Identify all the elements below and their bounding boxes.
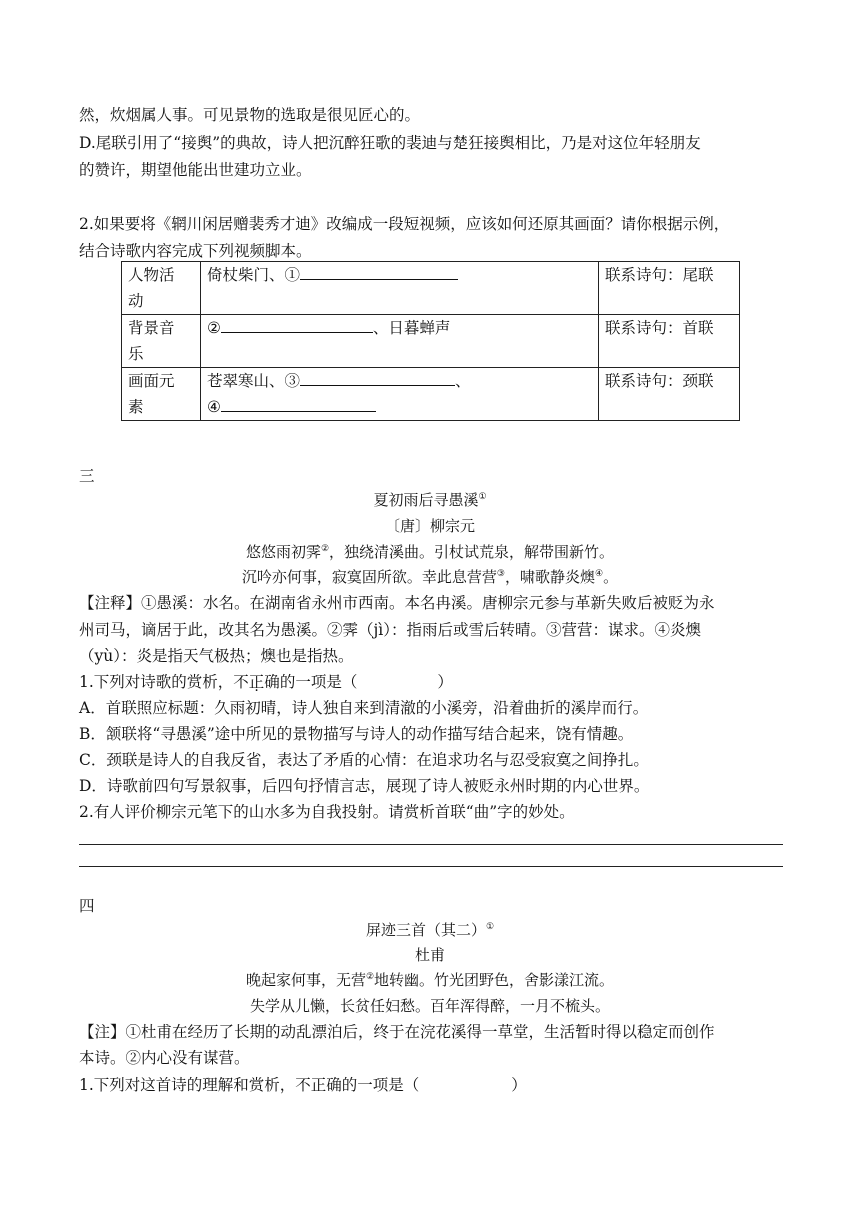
answer-line[interactable] bbox=[79, 866, 783, 867]
footnote-mark: ④ bbox=[595, 569, 604, 579]
annotation: 【注】①杜甫在经历了长期的动乱漂泊后，终于在浣花溪得一草堂，生活暂时得以稳定而创作 bbox=[79, 1023, 715, 1041]
annotation: 本诗。②内心没有谋营。 bbox=[79, 1049, 250, 1067]
poem-text: ，独绕清溪曲。引杖试荒泉，解带围新竹。 bbox=[329, 543, 615, 561]
question-2: 2.有人评价柳宗元笔下的山水多为自我投射。请赏析首联“曲”字的妙处。 bbox=[79, 803, 575, 821]
emphasis-text: 不正确 bbox=[233, 673, 280, 691]
poem-text: 。 bbox=[603, 568, 619, 586]
question-2-cont: 结合诗歌内容完成下列视频脚本。 bbox=[79, 242, 312, 260]
option-a: A．首联照应标题：久雨初晴，诗人独自来到清澈的小溪旁，沿着曲折的溪岸而行。 bbox=[79, 699, 649, 717]
question-text: ） bbox=[437, 673, 453, 691]
row-content bbox=[201, 262, 599, 315]
table-row bbox=[122, 315, 740, 368]
answer-line[interactable] bbox=[79, 844, 783, 845]
table-row bbox=[122, 368, 740, 421]
cell-text: ② bbox=[207, 319, 221, 337]
question-text: 1.下列对诗歌的赏析， bbox=[79, 673, 234, 691]
answer-blank-4[interactable] bbox=[221, 396, 376, 412]
option-c: C．颈联是诗人的自我反省，表达了矛盾的心情：在追求功名与忍受寂寞之间挣扎。 bbox=[79, 751, 649, 769]
poem-text: ，啸歌静炎燠 bbox=[504, 568, 595, 586]
row-label bbox=[122, 315, 201, 368]
row-label-line: 动 bbox=[128, 292, 144, 310]
question-text: ） bbox=[511, 1076, 527, 1094]
poem-title bbox=[0, 920, 860, 940]
option-d: D.尾联引用了“接舆”的典故，诗人把沉醉狂歌的裴迪与楚狂接舆相比，乃是对这位年轻朋友 bbox=[79, 134, 701, 152]
question-text: 1.下列对这首诗的理解和赏析，不正确的一项是（ bbox=[79, 1076, 420, 1094]
row-link: 联系诗句：首联 bbox=[599, 315, 740, 368]
footnote-mark: ① bbox=[478, 492, 487, 502]
video-script-table bbox=[121, 261, 740, 421]
poem-title-text: 夏初雨后寻愚溪 bbox=[373, 491, 479, 509]
cell-text: ④ bbox=[207, 398, 221, 416]
footnote-mark: ③ bbox=[496, 569, 505, 579]
row-label bbox=[122, 262, 201, 315]
question-1 bbox=[79, 672, 453, 692]
poem-title-text: 屏迹三首（其二） bbox=[365, 921, 486, 939]
table-row bbox=[122, 262, 740, 315]
option-d: D．诗歌前四句写景叙事，后四句抒情言志，展现了诗人被贬永州时期的内心世界。 bbox=[79, 777, 650, 795]
answer-blank-2[interactable] bbox=[221, 317, 373, 333]
section-number: 三 bbox=[79, 467, 95, 485]
row-label bbox=[122, 368, 201, 421]
question-text: 的一项是（ bbox=[279, 673, 358, 691]
row-content bbox=[201, 368, 599, 421]
annotation: （yù）：炎是指天气极热；燠也是指热。 bbox=[79, 647, 354, 665]
row-label-line: 乐 bbox=[128, 345, 144, 363]
row-content bbox=[201, 315, 599, 368]
cell-text: 、日暮蝉声 bbox=[372, 319, 451, 337]
section-number: 四 bbox=[79, 897, 95, 915]
option-b: B．颔联将“寻愚溪”途中所见的景物描写与诗人的动作描写结合起来，饶有情趣。 bbox=[79, 725, 634, 743]
row-label-line: 素 bbox=[128, 398, 144, 416]
row-label-line: 背景音 bbox=[128, 319, 175, 337]
footnote-mark: ② bbox=[320, 544, 330, 554]
answer-blank-1[interactable] bbox=[300, 264, 458, 280]
cell-text: 、 bbox=[455, 372, 471, 390]
footnote-mark: ② bbox=[365, 972, 375, 982]
row-link: 联系诗句：尾联 bbox=[599, 262, 740, 315]
question-1 bbox=[79, 1075, 527, 1095]
cell-text: 倚杖柴门、① bbox=[207, 266, 301, 284]
poem-title bbox=[0, 490, 860, 510]
footnote-mark: ① bbox=[485, 922, 495, 932]
poem-author: 〔唐〕柳宗元 bbox=[384, 517, 475, 535]
poem-author: 杜甫 bbox=[414, 946, 445, 964]
poem-text: 沉吟亦何事，寂寞固所欲。幸此息营营 bbox=[241, 568, 497, 586]
text-line: 然，炊烟属人事。可见景物的选取是很见匠心的。 bbox=[79, 106, 421, 124]
poem-line bbox=[0, 567, 860, 587]
row-link: 联系诗句：颈联 bbox=[599, 368, 740, 421]
poem-text: 地转幽。竹光团野色，舍影漾江流。 bbox=[374, 971, 615, 989]
poem-line bbox=[0, 970, 860, 990]
annotation: 【注释】①愚溪：水名。在湖南省永州市西南。本名冉溪。唐柳宗元参与革新失败后被贬为永 bbox=[79, 594, 715, 612]
row-label-line: 人物活 bbox=[128, 266, 175, 284]
annotation: 州司马，谪居于此，改其名为愚溪。②霁（jì）：指雨后或雪后转晴。③营营：谋求。④炎燠 bbox=[79, 621, 702, 639]
row-label-line: 画面元 bbox=[128, 372, 175, 390]
poem-line: 失学从儿懒，长贫任妇愁。百年浑得醉，一月不梳头。 bbox=[249, 997, 610, 1015]
poem-text: 悠悠雨初霁 bbox=[245, 543, 321, 561]
poem-text: 晚起家何事，无营 bbox=[245, 971, 366, 989]
question-2: 2.如果要将《辋川闲居赠裴秀才迪》改编成一段短视频，应该如何还原其画面？请你根据示例， bbox=[79, 215, 730, 233]
poem-line bbox=[0, 542, 860, 562]
text-line: 的赞许，期望他能出世建功立业。 bbox=[79, 161, 312, 179]
answer-blank-3[interactable] bbox=[300, 370, 455, 386]
cell-text: 苍翠寒山、③ bbox=[207, 372, 301, 390]
